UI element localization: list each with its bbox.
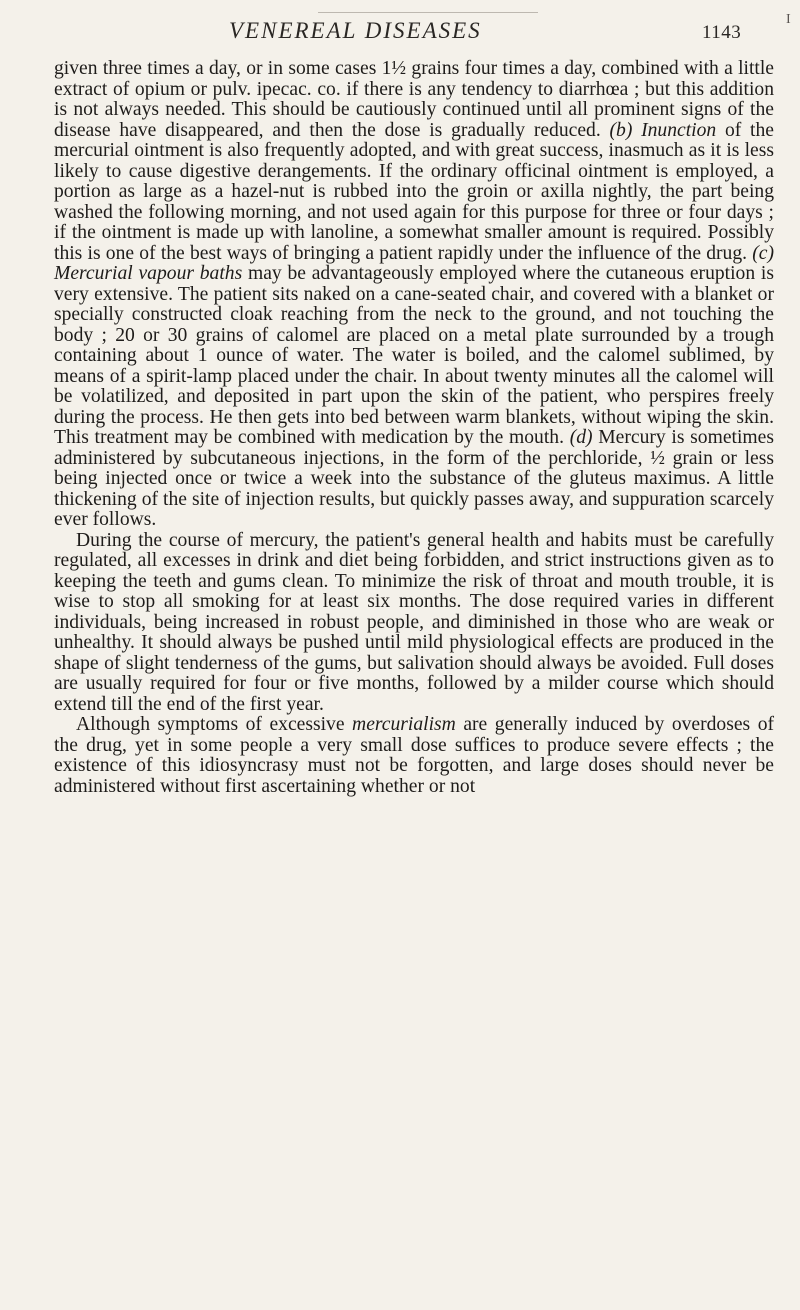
header-rule	[318, 12, 538, 13]
text-run: may be advantageously employed where the cutaneous eruption is very extensive. The patient sits naked on a cane-seated chair, and covered with a blanket or specially constructed cloak reaching from the neck to the ground, and not touching the body ; 20 or 30 grains of calomel are placed on a metal plate surrounded by a trough containing about 1 ounce of water. The water is boiled, and the calomel sublimed, by means of a spirit-lamp placed under the chair. In about twenty minutes all the calomel will be volatilized, and deposited in part upon the skin of the patient, who perspires freely during the process. He then gets into bed between warm blankets, without wiping the skin. This treatment may be combined with medication by the mouth.	[54, 263, 774, 448]
text-run: grains four times a day, combined with a little extract of opium or pulv. ipecac. co. if there is any tendency to diarrhœa ; but this addition is not always needed. This should be cautiously continued until all prominent signs of the disease have disappeared, and then the dose is gradually reduced.	[54, 58, 774, 141]
italic-term: mercurialism	[352, 714, 456, 735]
paragraph-2	[54, 531, 774, 716]
text-run: given three times a day, or in some cases	[54, 58, 382, 79]
body-text	[54, 59, 774, 797]
text-run: of the mercurial ointment is also frequently adopted, and with great success, inasmuch as it is less likely to cause digestive derangements. If the ordinary officinal ointment is employed, a portion as large as a hazel-nut is rubbed into the groin or axilla nightly, the part being washed the following morning, and not used again for this purpose for three or four days ; if the ointment is made up with lanoline, a somewhat smaller amount is required. Possibly this is one of the best ways of bringing a patient rapidly under the influence of the drug.	[54, 119, 774, 264]
page-number: 1143	[702, 22, 742, 43]
italic-term: (d)	[569, 427, 593, 448]
text-run: Mercury is sometimes administered by subcutaneous injections, in the form of the perchloride,	[54, 427, 774, 469]
italic-term: (b) Inunction	[609, 119, 717, 141]
fraction: ½	[650, 447, 665, 469]
italic-term: (c) Mercurial vapour baths	[54, 242, 774, 284]
page-header	[0, 10, 800, 50]
text-run: are generally induced by overdoses of the drug, yet in some people a very small dose suffices to produce severe effects ; the existence of this idiosyncrasy must not be forgotten, and large doses should never be administered without first ascertaining whether or not	[54, 714, 775, 797]
running-head: VENEREAL DISEASES	[229, 18, 482, 43]
paragraph-3	[54, 715, 774, 797]
text-run: Although symptoms of excessive	[76, 714, 353, 735]
text-run: grain or less being injected once or twice a week into the substance of the gluteus maximus. A little thickening of the site of injection results, but quickly passes away, and suppuration scarcely ever follows.	[54, 447, 774, 530]
text-run: During the course of mercury, the patient's general health and habits must be carefully regulated, all excesses in drink and diet being forbidden, and strict instructions given as to keeping the teeth and gums clean. To minimize the risk of throat and mouth trouble, it is wise to stop all smoking for at least six months. The dose required varies in different individuals, being increased in robust people, and diminished in those who are weak or unhealthy. It should always be pushed until mild physiological effects are produced in the shape of slight tenderness of the gums, but salivation should always be avoided. Full doses are usually required for four or five months, followed by a milder course which should extend till the end of the first year.	[54, 529, 774, 715]
fraction: 1½	[381, 58, 407, 79]
paragraph-1	[54, 59, 774, 531]
corner-mark: I	[786, 12, 791, 27]
